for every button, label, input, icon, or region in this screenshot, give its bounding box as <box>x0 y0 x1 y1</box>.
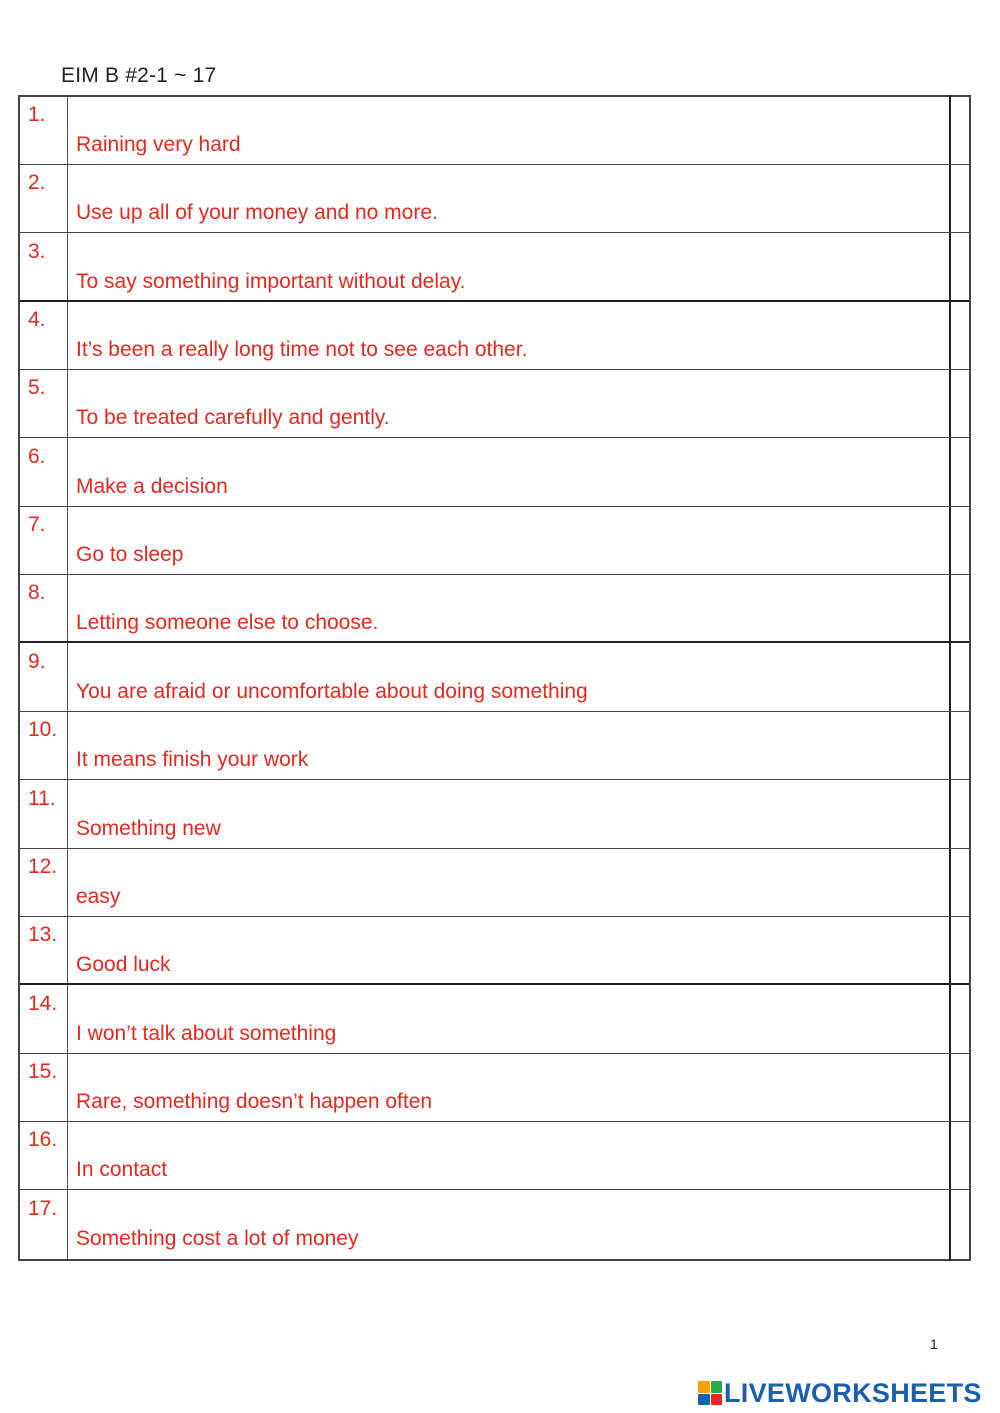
answer-text[interactable]: Something new <box>76 816 221 840</box>
liveworksheets-logo <box>698 1378 982 1408</box>
item-number: 12. <box>28 854 58 878</box>
answer-text[interactable]: Raining very hard <box>76 133 241 156</box>
answer-text[interactable]: Use up all of your money and no more. <box>76 201 438 225</box>
logo-square <box>698 1381 710 1393</box>
table-row <box>20 1122 969 1190</box>
table-row <box>20 234 969 302</box>
item-number: 15. <box>28 1059 58 1083</box>
answer-text[interactable]: Something cost a lot of money <box>76 1226 359 1250</box>
answer-text[interactable]: I won’t talk about something <box>76 1021 337 1045</box>
item-number: 11. <box>28 786 56 810</box>
table-row <box>20 644 969 712</box>
answer-text[interactable]: Make a decision <box>76 474 228 498</box>
table-row <box>20 302 969 370</box>
answer-text[interactable]: It means finish your work <box>76 748 309 772</box>
item-number: 1. <box>28 103 46 126</box>
answer-text[interactable]: You are afraid or uncomfortable about doing something <box>76 679 588 703</box>
item-number: 13. <box>28 923 58 947</box>
liveworksheets-logo-icon <box>698 1381 722 1405</box>
brand-name: LIVEWORKSHEETS <box>724 1377 982 1408</box>
answer-text[interactable]: Good luck <box>76 953 171 977</box>
logo-square <box>698 1394 710 1406</box>
item-number: 8. <box>28 581 46 605</box>
item-number: 5. <box>28 376 46 400</box>
item-number: 7. <box>28 513 46 537</box>
item-number: 9. <box>28 649 46 673</box>
table-row <box>20 712 969 780</box>
worksheet-title: EIM B #2-1 ~ 17 <box>61 64 217 87</box>
answer-text[interactable]: Rare, something doesn’t happen often <box>76 1089 433 1113</box>
answer-text[interactable]: To be treated carefully and gently. <box>76 406 390 430</box>
answer-text[interactable]: It’s been a really long time not to see each other. <box>76 338 528 362</box>
table-row <box>20 165 969 233</box>
table-row <box>20 781 969 849</box>
table-row <box>20 439 969 507</box>
answer-text[interactable]: In contact <box>76 1158 168 1182</box>
answer-text[interactable]: Go to sleep <box>76 543 184 567</box>
answer-text[interactable]: To say something important without delay. <box>76 269 466 293</box>
item-number: 14. <box>28 991 58 1015</box>
table-row <box>20 97 969 165</box>
table-row <box>20 917 969 985</box>
item-number: 2. <box>28 171 46 195</box>
table-row <box>20 986 969 1054</box>
answer-text[interactable]: Letting someone else to choose. <box>76 611 379 635</box>
table-row <box>20 1191 969 1259</box>
page-number: 1 <box>930 1336 938 1352</box>
item-number: 6. <box>28 444 46 468</box>
item-number: 10. <box>28 718 58 742</box>
item-number: 17. <box>28 1196 58 1220</box>
logo-square <box>711 1381 723 1393</box>
table-row <box>20 370 969 438</box>
item-number: 16. <box>28 1128 58 1152</box>
table-row <box>20 1054 969 1122</box>
table-row <box>20 507 969 575</box>
item-number: 4. <box>28 308 46 332</box>
answer-text[interactable]: easy <box>76 884 121 908</box>
table-row <box>20 575 969 643</box>
logo-square <box>711 1394 723 1406</box>
item-number: 3. <box>28 239 46 263</box>
table-row <box>20 849 969 917</box>
